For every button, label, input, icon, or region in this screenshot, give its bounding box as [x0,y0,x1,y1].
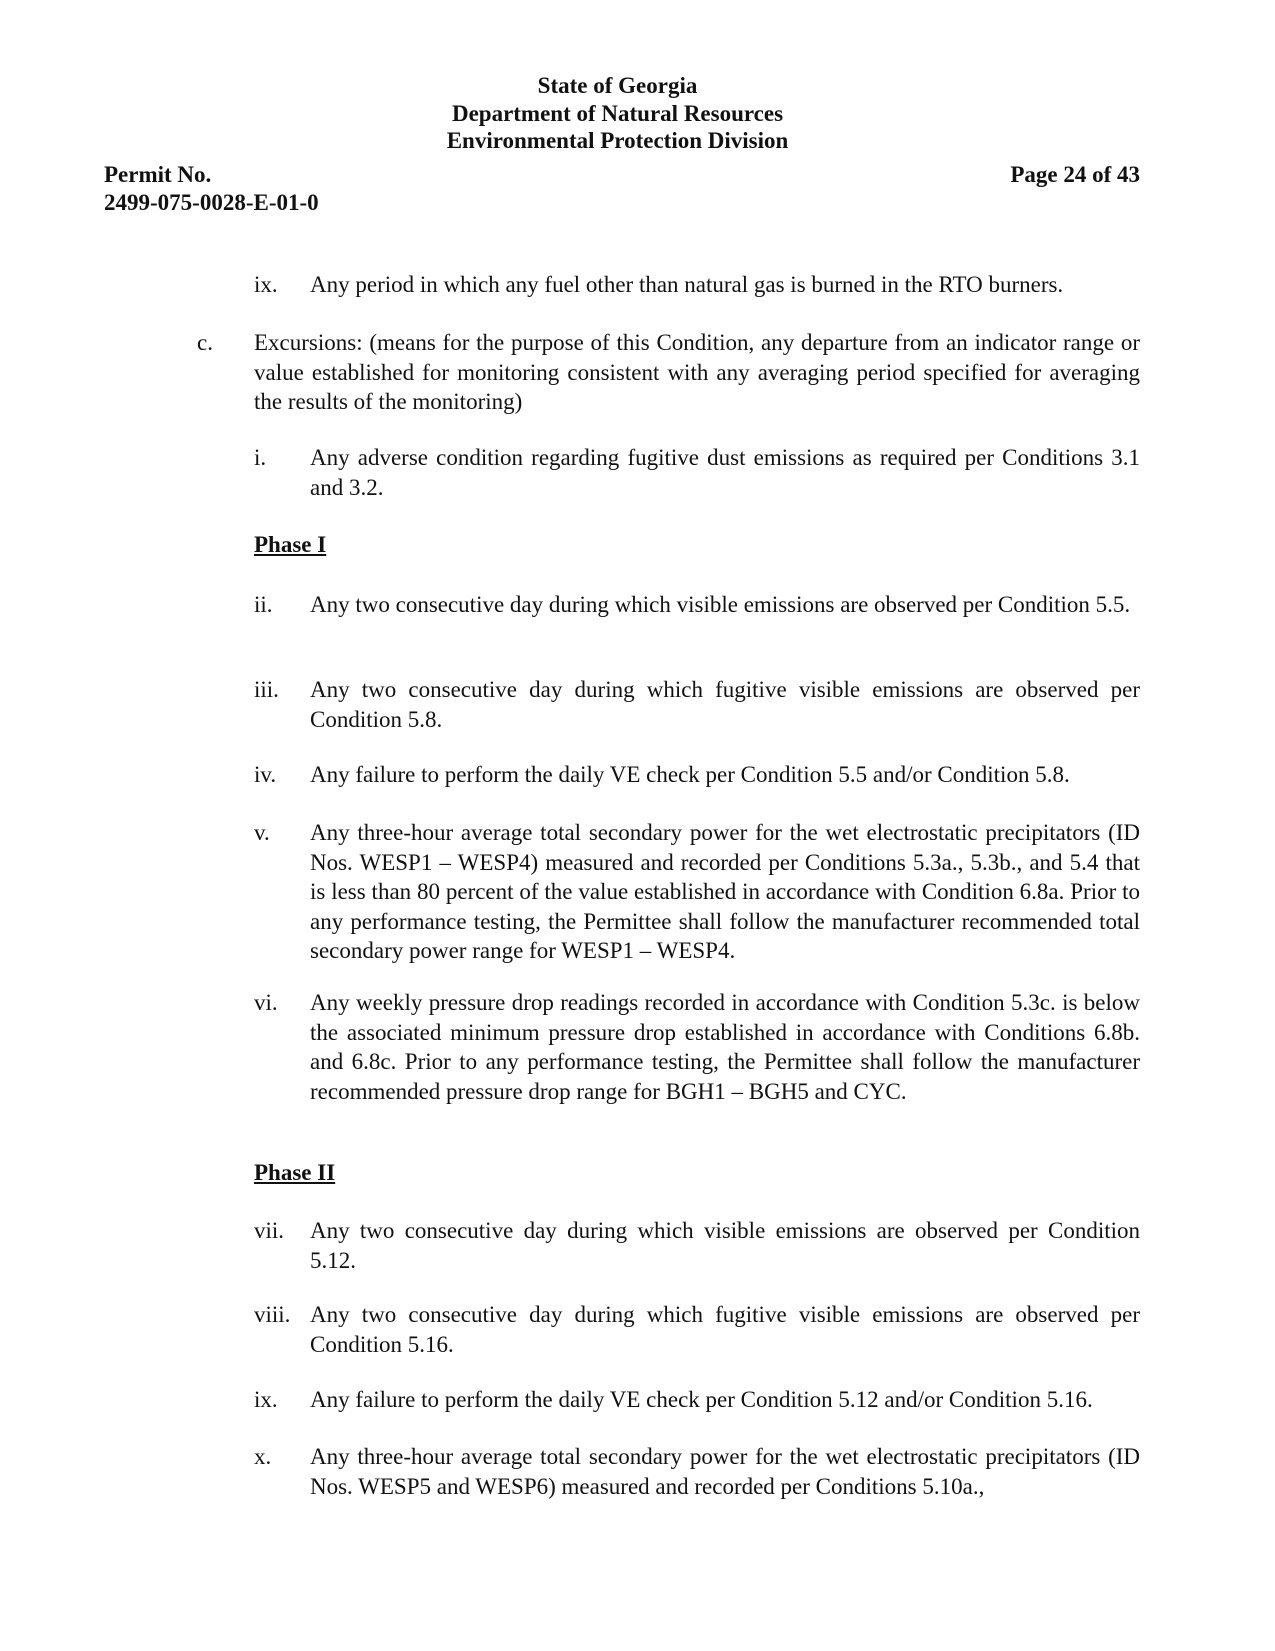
list-marker: viii. [254,1302,291,1327]
list-marker: i. [254,445,267,470]
list-text: Any failure to perform the daily VE check per Condition 5.5 and/or Condition 5.8. [310,762,1070,787]
list-marker: vi. [254,990,278,1015]
agency-state: State of Georgia [537,73,698,98]
list-text: Any adverse condition regarding fugitive dust emissions as required per Conditions 3.1 and 3.2. [310,445,1140,500]
phase-2-heading: Phase II [254,1160,336,1185]
list-marker: x. [254,1444,272,1469]
list-text: Any weekly pressure drop readings recorded in accordance with Condition 5.3c. is below the associated minimum pressure drop established in accordance with Conditions 6.8b. and 6.8c. Prior to any performance testing, the Permittee shall follow the manufacturer recommended pressure drop range for BGH1 – BGH5 and CYC. [310,990,1140,1104]
list-text: Excursions: (means for the purpose of this Condition, any departure from an indicator range or value established for monitoring consistent with any averaging period specified for averaging the results of the monitoring) [254,330,1140,414]
list-marker: vii. [254,1218,285,1243]
list-marker: c. [197,330,213,355]
list-marker: ii. [254,592,273,617]
list-text: Any two consecutive day during which fugitive visible emissions are observed per Condition 5.8. [310,677,1140,732]
list-marker: ix. [254,1387,278,1412]
agency-division: Environmental Protection Division [446,128,789,153]
list-text: Any failure to perform the daily VE check per Condition 5.12 and/or Condition 5.16. [310,1387,1093,1412]
list-text: Any period in which any fuel other than natural gas is burned in the RTO burners. [310,272,1064,297]
list-marker: iii. [254,677,279,702]
permit-label: Permit No. [104,162,212,187]
list-text: Any two consecutive day during which visible emissions are observed per Condition 5.12. [310,1218,1140,1273]
page-number: Page 24 of 43 [1010,162,1140,187]
phase-1-heading: Phase I [254,532,327,557]
list-text: Any two consecutive day during which fugitive visible emissions are observed per Condition 5.16. [310,1302,1140,1357]
permit-number: 2499-075-0028-E-01-0 [104,190,319,215]
list-text: Any two consecutive day during which visible emissions are observed per Condition 5.5. [310,592,1131,617]
list-marker: ix. [254,272,278,297]
list-marker: v. [254,820,270,845]
list-marker: iv. [254,762,277,787]
agency-department: Department of Natural Resources [451,101,784,126]
list-text: Any three-hour average total secondary power for the wet electrostatic precipitators (ID Nos. WESP1 – WESP4) measured and recorded per Conditions 5.3a., 5.3b., and 5.4 that is less than 80 percent of the value established in accordance with Condition 6.8a. Prior to any performance testing, the Permittee shall follow the manufacturer recommended total secondary power range for WESP1 – WESP4. [310,820,1140,963]
list-text: Any three-hour average total secondary power for the wet electrostatic precipitators (ID Nos. WESP5 and WESP6) measured and recorded per Conditions 5.10a., [310,1444,1140,1499]
